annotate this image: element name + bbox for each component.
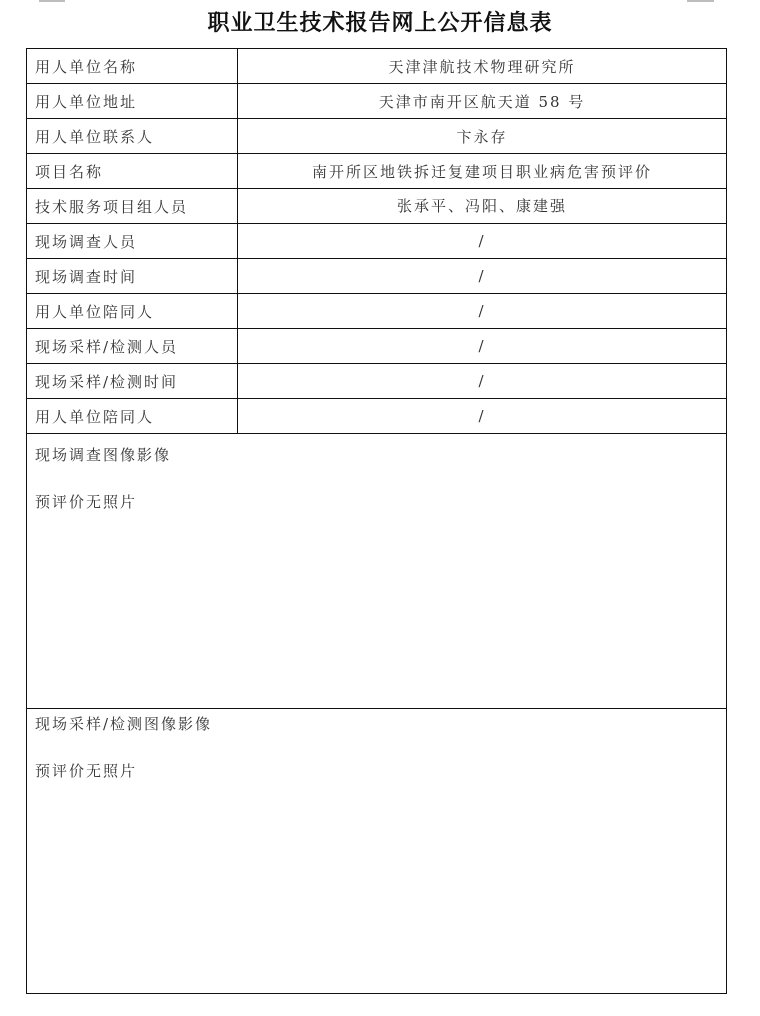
row-value: / (238, 224, 727, 259)
info-table (26, 48, 727, 994)
row-value: / (238, 399, 727, 434)
photo-section-note: 预评价无照片 (35, 493, 138, 511)
table-row-project-team (27, 189, 727, 224)
row-value: / (238, 329, 727, 364)
row-value: 南开所区地铁拆迁复建项目职业病危害预评价 (238, 154, 727, 189)
photo-section-title: 现场采样/检测图像影像 (35, 715, 213, 733)
row-label: 现场采样/检测人员 (27, 329, 238, 364)
row-value: 卞永存 (238, 119, 727, 154)
photo-cell (27, 434, 727, 709)
row-label: 现场调查人员 (27, 224, 238, 259)
row-value: 天津市南开区航天道 58 号 (238, 84, 727, 119)
row-label: 现场采样/检测时间 (27, 364, 238, 399)
table-row-project-name (27, 154, 727, 189)
row-label: 用人单位陪同人 (27, 294, 238, 329)
row-value: 天津津航技术物理研究所 (238, 49, 727, 84)
photo-section-note: 预评价无照片 (35, 762, 138, 780)
page-edge-mark-right (687, 0, 714, 2)
photo-section-survey (27, 434, 727, 709)
row-value: / (238, 259, 727, 294)
row-label: 项目名称 (27, 154, 238, 189)
row-value: 张承平、冯阳、康建强 (238, 189, 727, 224)
row-label: 用人单位名称 (27, 49, 238, 84)
row-label: 用人单位陪同人 (27, 399, 238, 434)
table-row-employer-address (27, 84, 727, 119)
photo-section-title: 现场调查图像影像 (35, 446, 172, 464)
table-row-survey-staff (27, 224, 727, 259)
row-label: 现场调查时间 (27, 259, 238, 294)
table-row-survey-time (27, 259, 727, 294)
photo-cell (27, 709, 727, 994)
row-label: 用人单位联系人 (27, 119, 238, 154)
row-value: / (238, 364, 727, 399)
table-row-sampling-escort (27, 399, 727, 434)
row-label: 技术服务项目组人员 (27, 189, 238, 224)
page-edge-mark-left (39, 0, 65, 2)
row-value: / (238, 294, 727, 329)
table-row-employer-name (27, 49, 727, 84)
row-label: 用人单位地址 (27, 84, 238, 119)
table-row-sampling-time (27, 364, 727, 399)
table-row-survey-escort (27, 294, 727, 329)
table-row-employer-contact (27, 119, 727, 154)
photo-section-sampling (27, 709, 727, 994)
table-row-sampling-staff (27, 329, 727, 364)
document-title: 职业卫生技术报告网上公开信息表 (207, 10, 553, 36)
